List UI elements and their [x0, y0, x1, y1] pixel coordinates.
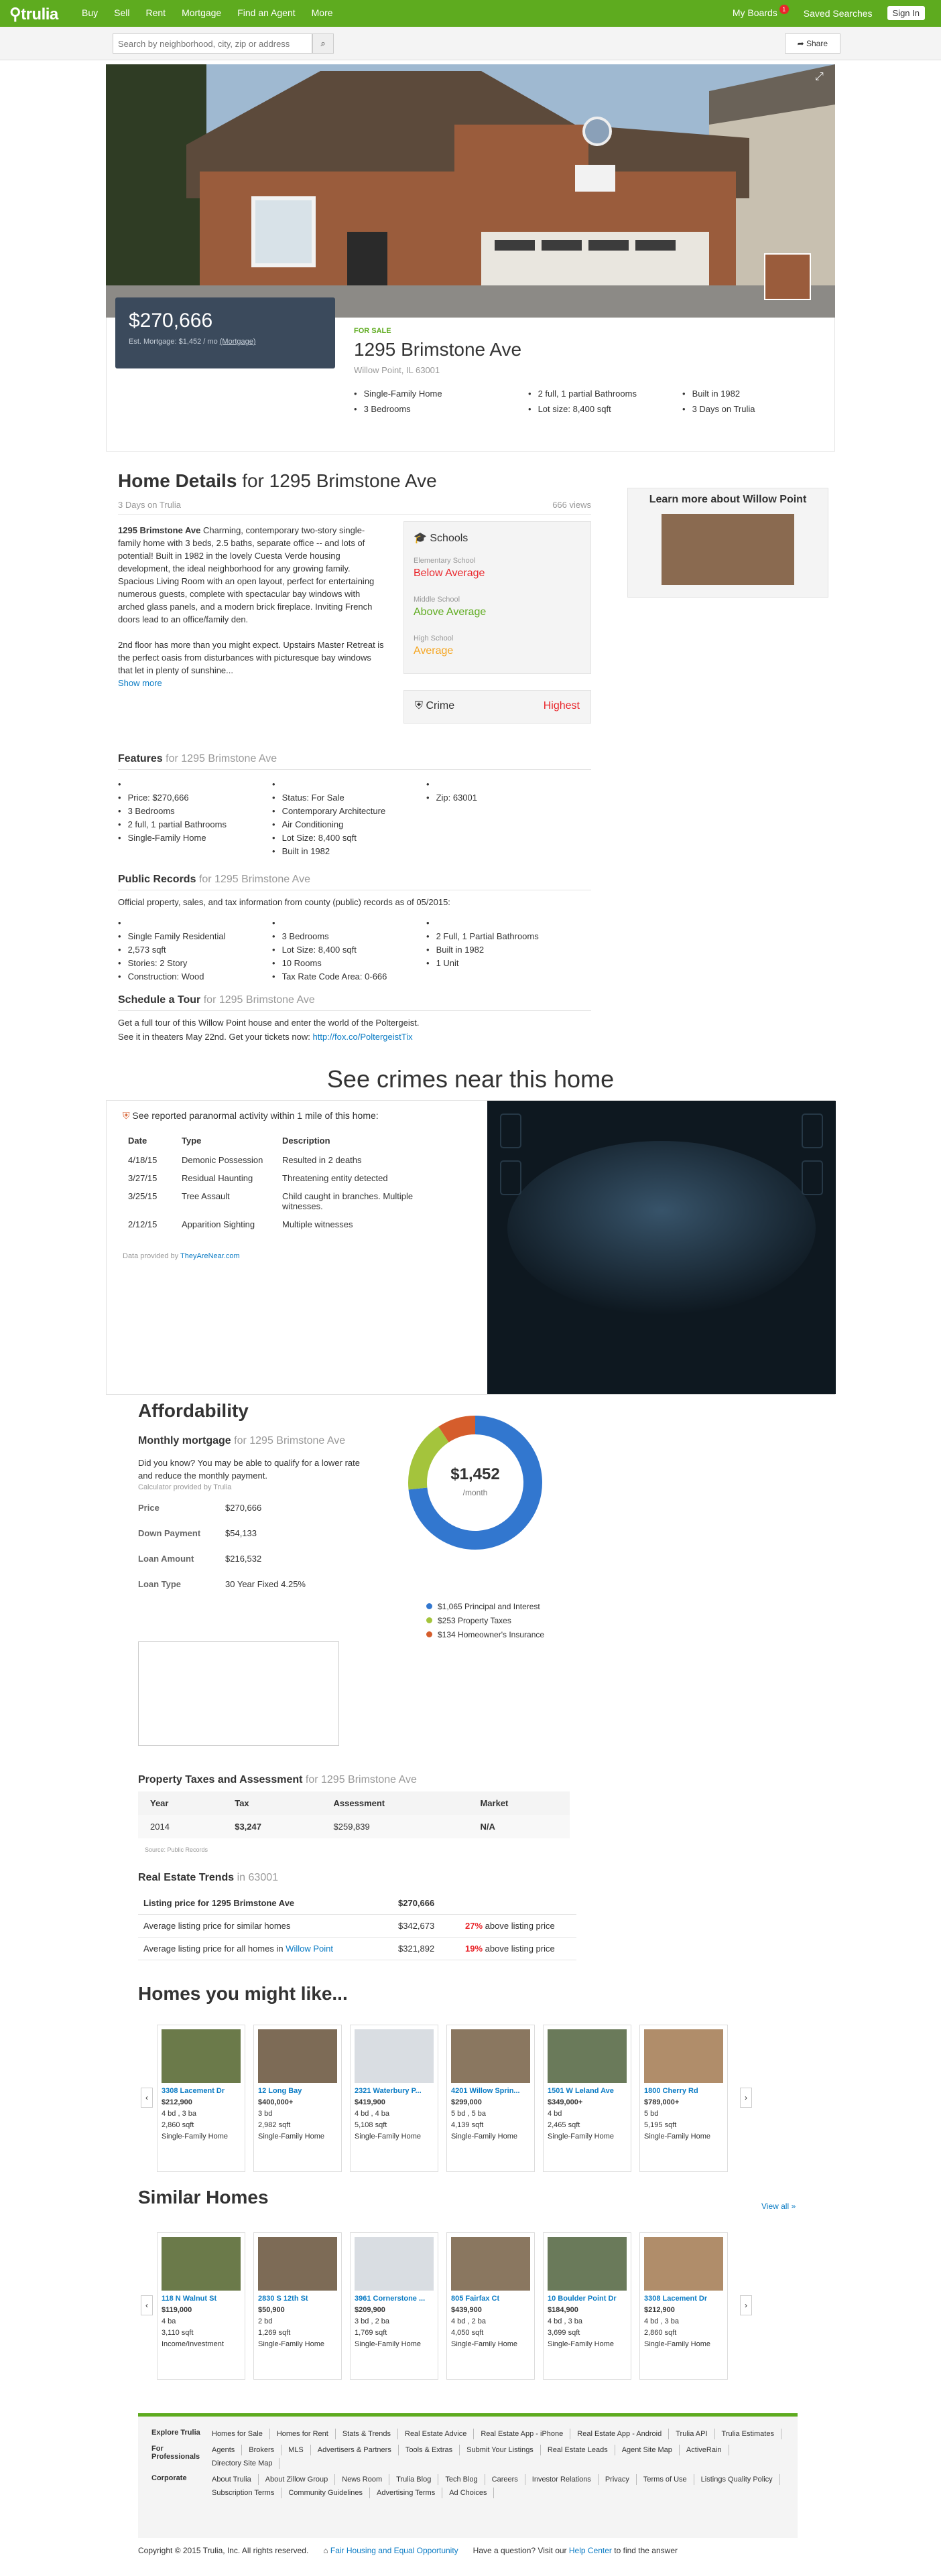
home-photo [644, 2237, 723, 2291]
footer-link[interactable]: Trulia Estimates [715, 2429, 781, 2439]
search-icon: ⌕ [320, 38, 326, 48]
carousel-prev-button[interactable] [141, 2295, 153, 2315]
home-address: 1501 W Leland Ave [548, 2087, 614, 2095]
home-card[interactable] [446, 2232, 535, 2380]
listing-facts [354, 389, 823, 414]
home-photo [548, 2029, 627, 2083]
home-type: Single-Family Home [355, 2132, 422, 2141]
home-address: 2830 S 12th St [258, 2295, 308, 2303]
home-address: 1800 Cherry Rd [644, 2087, 698, 2095]
nav-more[interactable]: More [311, 7, 333, 18]
fact-built: • Built in 1982 [682, 389, 816, 399]
home-type: Single-Family Home [162, 2132, 229, 2141]
school-level: High School [414, 634, 454, 642]
fair-housing-link[interactable]: Fair Housing and Equal Opportunity [330, 2546, 458, 2555]
home-type: Single-Family Home [451, 2340, 518, 2348]
features-col-3: • • Zip: 63001 [426, 778, 580, 858]
school-level: Middle School [414, 596, 460, 604]
home-card[interactable] [639, 2232, 728, 2380]
copyright-bar: Copyright © 2015 Trulia, Inc. All rights reserved. ⌂ Fair Housing and Equal Opportunity Have a question? Visit our Help Center to find the answer [138, 2546, 678, 2555]
home-beds-baths: 4 bd , 3 ba [644, 2317, 679, 2325]
home-sqft: 4,139 sqft [451, 2121, 484, 2129]
my-boards-link[interactable]: My Boards 1 [733, 7, 789, 19]
listing-price: $270,666 [129, 310, 213, 332]
table-row: 2/12/15 Apparition Sighting Multiple witnesses [128, 1219, 353, 1229]
home-card[interactable] [350, 2025, 438, 2172]
home-card[interactable] [543, 2025, 631, 2172]
home-photo [548, 2237, 627, 2291]
paranormal-map[interactable] [487, 1101, 836, 1394]
features-col-2: • • Status: For Sale • Contemporary Architecture • Air Conditioning • Lot Size: 8,400 sqft • Built in 1982 [272, 778, 426, 858]
home-address: 10 Boulder Point Dr [548, 2295, 617, 2303]
affordability-title: Affordability [138, 1400, 249, 1421]
search-button[interactable] [312, 33, 334, 54]
taxes-title: Property Taxes and Assessment for 1295 Brimstone Ave [138, 1774, 417, 1785]
calculator-widget[interactable] [138, 1641, 339, 1746]
footer-link[interactable]: Agent Site Map [615, 2445, 680, 2455]
alert-shield-icon: ⛨ [123, 1110, 133, 1121]
footer-link[interactable]: Real Estate App - Android [570, 2429, 669, 2439]
home-price: $419,900 [355, 2098, 385, 2106]
fact-lot: • Lot size: 8,400 sqft [528, 404, 682, 414]
footer-explore-links [205, 2429, 781, 2439]
home-price: $439,900 [451, 2306, 482, 2314]
home-type: Single-Family Home [451, 2132, 518, 2141]
legend-swatch [426, 1603, 432, 1609]
home-beds-baths: 4 ba [162, 2317, 176, 2325]
shield-icon: ⛨ [415, 700, 426, 711]
chevron-right-icon: › [745, 2301, 747, 2310]
search-input[interactable] [113, 33, 312, 54]
footer-link[interactable]: Careers [485, 2474, 525, 2485]
table-row: Average listing price for all homes in Willow Point $321,892 19% above listing price [138, 1938, 576, 1960]
home-card[interactable] [253, 2025, 342, 2172]
home-price: $789,000+ [644, 2098, 680, 2106]
footer-link[interactable]: Community Guidelines [281, 2488, 370, 2498]
home-sqft: 3,699 sqft [548, 2329, 580, 2337]
affordability-section: Affordability Monthly mortgage for 1295 Brimstone Ave Did you know? You may be able to qualify for a lower rate and reduce the monthly payment. Calculator provided by Trulia Price $270,666 Down Payment $54,133 Loan Amount $216,532 Loan Type 30 Year Fixed 4.25% [138, 1400, 373, 1597]
home-address: 4201 Willow Sprin... [451, 2087, 520, 2095]
footer-link[interactable]: Homes for Sale [205, 2429, 270, 2439]
crime-rating: Highest [543, 700, 580, 711]
mortgage-breakdown: Price $270,666 Down Payment $54,133 Loan Amount $216,532 Loan Type 30 Year Fixed 4.25% [138, 1503, 306, 1589]
chevron-left-icon: ‹ [145, 2301, 148, 2310]
features-section: Features for 1295 Brimstone Ave • • Price: $270,666 • 3 Bedrooms • 2 full, 1 partial Bathrooms • Single-Family Home • • Status: For Sale • Contemporary Architecture • Air Conditioning • Lot Size: 8,400 sqft • Built in 1982 • • Zip: 63001 [118, 753, 591, 858]
home-sqft: 3,110 sqft [162, 2329, 194, 2337]
home-address: 118 N Walnut St [162, 2295, 217, 2303]
home-price: $299,000 [451, 2098, 482, 2106]
home-card[interactable] [446, 2025, 535, 2172]
home-photo [355, 2029, 434, 2083]
footer-link[interactable]: Trulia Blog [389, 2474, 438, 2485]
home-description: 1295 Brimstone Ave Charming, contemporary two-story single-family home with 3 beds, 2.5 baths, separate office -- and lots of potential! Built in 1982 in the lovely Cuesta Verde housing development, the ideal neighborhood for any growing family. Spacious Living Room with an open layout, perfect for entertaining numerous guests, complete with spectacular bay windows with arched glass panels, and a modern brick fireplace. Inviting French doors lead to an office/family den. 2nd floor has more than you might expect. Upstairs Master Retreat is the perfect oasis from disturbances with picturesque bay windows that let in plenty of sunshine... Show more [118, 525, 384, 688]
home-sqft: 5,108 sqft [355, 2121, 387, 2129]
user-nav [733, 6, 925, 20]
home-beds-baths: 5 bd [644, 2110, 659, 2118]
main-nav [82, 7, 333, 18]
home-card[interactable] [253, 2232, 342, 2380]
home-type: Single-Family Home [355, 2340, 422, 2348]
home-address: 805 Fairfax Ct [451, 2295, 500, 2303]
home-address: 12 Long Bay [258, 2087, 302, 2095]
help-center-link[interactable]: Help Center [568, 2546, 612, 2555]
home-beds-baths: 4 bd [548, 2110, 562, 2118]
share-button[interactable]: ➦ Share [785, 33, 840, 54]
house-illustration [106, 64, 835, 318]
home-price: $400,000+ [258, 2098, 294, 2106]
footer-link[interactable]: About Trulia [205, 2474, 259, 2485]
home-beds-baths: 2 bd [258, 2317, 273, 2325]
table-row: 2014 $3,247 $259,839 N/A [138, 1815, 570, 1838]
house-icon: ⌂ [323, 2546, 330, 2555]
footer-link[interactable]: Real Estate App - iPhone [474, 2429, 570, 2439]
footer-link[interactable]: Tools & Extras [399, 2445, 460, 2455]
donut-slice-2 [408, 1426, 449, 1489]
table-row: 3/27/15 Residual Haunting Threatening entity detected [128, 1173, 388, 1183]
footer-pro-links [205, 2445, 784, 2469]
fact-type: • Single-Family Home [354, 389, 528, 399]
neighborhood-photo [662, 514, 794, 585]
status-badge: FOR SALE [354, 327, 391, 335]
footer-link[interactable]: News Room [335, 2474, 389, 2485]
home-card[interactable] [543, 2232, 631, 2380]
crime-panel[interactable]: ⛨ Crime Highest [403, 690, 591, 724]
home-beds-baths: 5 bd , 5 ba [451, 2110, 486, 2118]
home-photo [451, 2237, 530, 2291]
days-on-trulia: 3 Days on Trulia [118, 500, 181, 510]
features-col-1: • • Price: $270,666 • 3 Bedrooms • 2 full, 1 partial Bathrooms • Single-Family Home [118, 778, 272, 858]
nav-rent[interactable]: Rent [145, 7, 166, 18]
saved-searches-link[interactable]: Saved Searches [803, 7, 873, 19]
copyright: Copyright © 2015 Trulia, Inc. All rights reserved. [138, 2546, 309, 2555]
home-beds-baths: 4 bd , 2 ba [451, 2317, 486, 2325]
home-type: Single-Family Home [548, 2340, 615, 2348]
home-sqft: 4,050 sqft [451, 2329, 484, 2337]
home-price: $119,000 [162, 2306, 192, 2314]
home-photo [355, 2237, 434, 2291]
homes-like-carousel [157, 2025, 728, 2172]
footer-link[interactable]: Brokers [242, 2445, 281, 2455]
view-all-link[interactable]: View all » [761, 2201, 796, 2211]
home-sqft: 2,860 sqft [162, 2121, 194, 2129]
similar-homes-carousel [157, 2232, 728, 2380]
table-row: Listing price for 1295 Brimstone Ave $270,666 [138, 1892, 576, 1915]
home-sqft: 1,269 sqft [258, 2329, 291, 2337]
tickets-link[interactable]: http://fox.co/PoltergeistTix [312, 1032, 413, 1042]
footer-link[interactable]: Advertising Terms [370, 2488, 442, 2498]
home-photo [644, 2029, 723, 2083]
nav-sell[interactable]: Sell [114, 7, 130, 18]
records-intro: Official property, sales, and tax information from county (public) records as of 05/2015: [118, 897, 450, 907]
top-navigation-bar [0, 0, 941, 27]
trulia-logo[interactable]: ⚲trulia [9, 5, 58, 23]
donut-value: $1,452 [450, 1465, 500, 1483]
listing-address: 1295 Brimstone Ave [354, 339, 522, 360]
legend-swatch [426, 1617, 432, 1623]
home-type: Single-Family Home [644, 2132, 711, 2141]
taxes-table: Year Tax Assessment Market 2014 $3,247 $259,839 N/A [138, 1791, 570, 1838]
crimes-table: Date Type Description 4/18/15 Demonic Possession Resulted in 2 deaths 3/27/15 Residual Haunting Threatening entity detected 3/25/15 Tree Assault Child caught in branches. Multiple witnesses. 2/12/15 Apparition Sighting Multiple witnesses [123, 1133, 431, 1233]
legend-item: $134 Homeowner's Insurance [426, 1628, 544, 1642]
footer-link[interactable]: Privacy [599, 2474, 637, 2485]
trends-table [138, 1892, 576, 1960]
chevron-right-icon: › [745, 2093, 747, 2102]
table-row: 4/18/15 Demonic Possession Resulted in 2 deaths [128, 1155, 362, 1165]
home-photo [258, 2237, 337, 2291]
home-beds-baths: 4 bd , 4 ba [355, 2110, 389, 2118]
home-details-section [118, 470, 591, 515]
home-sqft: 2,982 sqft [258, 2121, 291, 2129]
graduation-cap-icon: 🎓 [414, 533, 430, 544]
footer-link[interactable]: Ad Choices [442, 2488, 494, 2498]
location-pin-icon: ⚲ [9, 5, 21, 23]
home-type: Single-Family Home [644, 2340, 711, 2348]
footer-link[interactable]: Investor Relations [525, 2474, 599, 2485]
home-photo [258, 2029, 337, 2083]
footer-link[interactable]: Listings Quality Policy [694, 2474, 780, 2485]
value: $270,666 [225, 1503, 262, 1513]
footer-link[interactable]: Real Estate Advice [398, 2429, 474, 2439]
boards-count-badge: 1 [779, 5, 789, 14]
home-price: $212,900 [644, 2306, 675, 2314]
home-photo [451, 2029, 530, 2083]
footer: Explore Trulia Homes for Sale Homes for Rent Stats & Trends Real Estate Advice Real Estate App - iPhone Real Estate App - Android Trulia API Trulia Estimates For Professionals Agents Brokers MLS Advertisers & Partners Tools & Extras Submit Your Listings Real Estate Leads Agent Site Map ActiveRain Directory Site Map Corporate About Trulia About Zillow Group News Room Trulia Blog Tech Blog Careers Investor Relations Privacy Terms of Use Listings Quality Policy Subscription Terms Community Guidelines Advertising Terms Ad Choices [138, 2413, 798, 2538]
footer-link[interactable]: Terms of Use [637, 2474, 694, 2485]
footer-link[interactable]: Tech Blog [438, 2474, 485, 2485]
footer-link[interactable]: Stats & Trends [336, 2429, 398, 2439]
share-icon: ➦ [797, 39, 806, 48]
chevron-left-icon: ‹ [145, 2093, 148, 2102]
home-price: $349,000+ [548, 2098, 583, 2106]
footer-link[interactable]: About Zillow Group [259, 2474, 336, 2485]
carousel-next-button[interactable] [740, 2088, 752, 2108]
home-card[interactable] [350, 2232, 438, 2380]
sign-in-button[interactable]: Sign In [887, 6, 925, 20]
footer-link[interactable]: ActiveRain [680, 2445, 729, 2455]
fact-days: • 3 Days on Trulia [682, 404, 816, 414]
nav-find-agent[interactable]: Find an Agent [237, 7, 296, 18]
search-bar [0, 27, 941, 60]
legend-item: $1,065 Principal and Interest [426, 1600, 544, 1614]
neighborhood-title: Learn more about Willow Point [649, 494, 807, 505]
home-type: Single-Family Home [258, 2132, 325, 2141]
table-row: 3/25/15 Tree Assault Child caught in branches. Multiple witnesses. [128, 1191, 414, 1211]
willow-point-link[interactable]: Willow Point [286, 1944, 334, 1954]
crimes-heading: See crimes near this home [326, 1065, 615, 1093]
footer-corp-links [205, 2474, 784, 2498]
nav-mortgage[interactable]: Mortgage [182, 7, 222, 18]
homes-like-title: Homes you might like... [138, 1983, 348, 2004]
mortgage-donut-chart [405, 1412, 546, 1553]
carousel-prev-button[interactable] [141, 2088, 153, 2108]
home-details-title: Home Details for 1295 Brimstone Ave [118, 470, 437, 491]
home-price: $50,900 [258, 2306, 285, 2314]
footer-link[interactable]: Agents [205, 2445, 242, 2455]
est-mortgage: Est. Mortgage: $1,452 / mo (Mortgage) [129, 338, 256, 346]
donut-legend [426, 1600, 544, 1642]
public-records-section: Public Records for 1295 Brimstone Ave Official property, sales, and tax information from county (public) records as of 05/2015: • • Single Family Residential • 2,573 sqft • Stories: 2 Story • Construction: Wood • • 3 Bedrooms • Lot Size: 8,400 sqft • 10 Rooms • Tax Rate Code Area: 0-666 • • 2 Full, 1 Partial Bathrooms • Built in 1982 • 1 Unit [118, 874, 591, 984]
photo-thumbnail[interactable] [764, 253, 811, 300]
nav-buy[interactable]: Buy [82, 7, 99, 18]
price-box [115, 297, 335, 368]
crimes-panel: ⛨ See reported paranormal activity within 1 mile of this home: Date Type Description 4/18/15 Demonic Possession Resulted in 2 deaths 3/27/15 Residual Haunting Threatening entity detected 3/25/15 Tree Assault Child caught in branches. Multiple witnesses. 2/12/15 Apparition Sighting Multiple witnesses Data provided by TheyAreNear.com [106, 1100, 835, 1395]
legend-swatch [426, 1631, 432, 1637]
home-price: $184,900 [548, 2306, 578, 2314]
home-price: $209,900 [355, 2306, 385, 2314]
footer-link[interactable]: Real Estate Leads [541, 2445, 615, 2455]
mortgage-link[interactable]: (Mortgage) [219, 338, 256, 346]
home-type: Income/Investment [162, 2340, 224, 2348]
home-address: 3961 Cornerstone ... [355, 2295, 426, 2303]
schools-panel[interactable]: 🎓 Schools Elementary School Below Average Middle School Above Average High School Average [403, 521, 591, 674]
home-address: 2321 Waterbury P... [355, 2087, 422, 2095]
home-beds-baths: 4 bd , 3 ba [162, 2110, 196, 2118]
carousel-next-button[interactable] [740, 2295, 752, 2315]
home-address: 3308 Lacement Dr [162, 2087, 225, 2095]
home-sqft: 2,465 sqft [548, 2121, 580, 2129]
view-count: 666 views [552, 500, 591, 510]
home-photo [162, 2029, 241, 2083]
home-photo [162, 2237, 241, 2291]
footer-link[interactable]: Trulia API [669, 2429, 714, 2439]
footer-link[interactable]: MLS [281, 2445, 311, 2455]
school-level: Elementary School [414, 557, 476, 565]
home-price: $212,900 [162, 2098, 192, 2106]
expand-icon[interactable]: ⤢ [815, 71, 824, 82]
footer-link[interactable]: Homes for Rent [270, 2429, 336, 2439]
home-beds-baths: 4 bd , 3 ba [548, 2317, 582, 2325]
listing-location: Willow Point, IL 63001 [354, 365, 440, 375]
school-rating: Average [414, 645, 454, 657]
home-sqft: 5,195 sqft [644, 2121, 677, 2129]
footer-link[interactable]: Subscription Terms [205, 2488, 281, 2498]
property-photo[interactable] [106, 64, 835, 318]
table-row: Average listing price for similar homes $342,673 27% above listing price [138, 1915, 576, 1938]
trends-title: Real Estate Trends in 63001 [138, 1872, 279, 1883]
footer-link[interactable]: Advertisers & Partners [311, 2445, 399, 2455]
footer-link[interactable]: Submit Your Listings [460, 2445, 541, 2455]
home-beds-baths: 3 bd [258, 2110, 273, 2118]
fact-baths: • 2 full, 1 partial Bathrooms [528, 389, 682, 399]
home-card[interactable] [639, 2025, 728, 2172]
school-rating: Below Average [414, 567, 485, 579]
footer-link[interactable]: Directory Site Map [205, 2458, 279, 2469]
home-card[interactable] [157, 2232, 245, 2380]
legend-item: $253 Property Taxes [426, 1614, 544, 1628]
neighborhood-card[interactable] [627, 488, 828, 598]
home-type: Single-Family Home [548, 2132, 615, 2141]
provider-link[interactable]: TheyAreNear.com [180, 1252, 240, 1260]
home-beds-baths: 3 bd , 2 ba [355, 2317, 389, 2325]
schedule-tour-section: Schedule a Tour for 1295 Brimstone Ave Get a full tour of this Willow Point house and enter the world of the Poltergeist. See it in theaters May 22nd. Get your tickets now: http://fox.co/PoltergeistTix [118, 994, 591, 1042]
show-more-link[interactable]: Show more [118, 678, 162, 688]
home-sqft: 2,860 sqft [644, 2329, 677, 2337]
similar-homes-title: Similar Homes [138, 2187, 269, 2208]
donut-unit: /month [462, 1488, 488, 1497]
school-rating: Above Average [414, 606, 487, 618]
home-card[interactable] [157, 2025, 245, 2172]
home-type: Single-Family Home [258, 2340, 325, 2348]
fact-beds: • 3 Bedrooms [354, 404, 528, 414]
map-illustration [487, 1101, 836, 1394]
home-sqft: 1,769 sqft [355, 2329, 387, 2337]
home-address: 3308 Lacement Dr [644, 2295, 708, 2303]
